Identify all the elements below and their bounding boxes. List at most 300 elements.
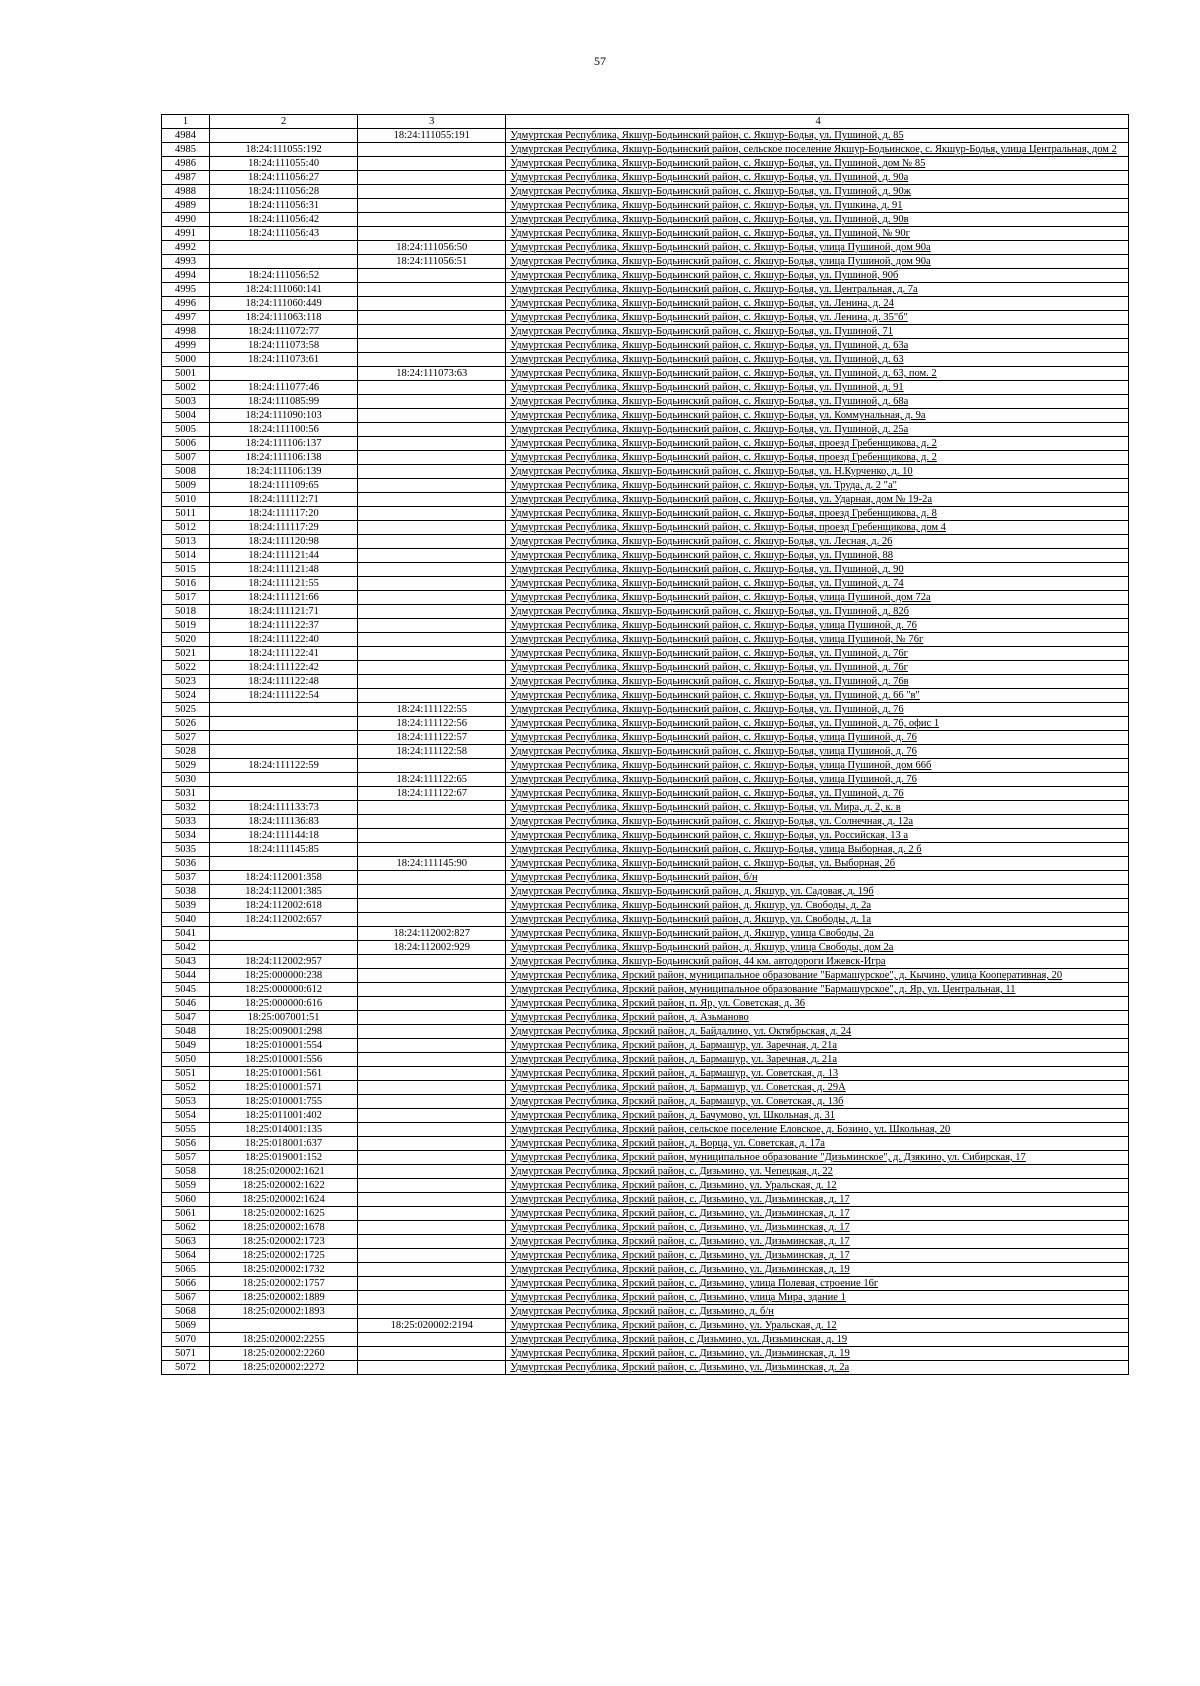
cadastral-number-premises (358, 479, 506, 493)
row-number: 5026 (162, 717, 210, 731)
cadastral-number-premises (358, 563, 506, 577)
cadastral-number-premises: 18:24:111122:65 (358, 773, 506, 787)
row-number: 5071 (162, 1347, 210, 1361)
cadastral-number-building: 18:24:111122:42 (210, 661, 358, 675)
cadastral-number-building: 18:24:111122:48 (210, 675, 358, 689)
cadastral-number-premises (358, 955, 506, 969)
address: Удмуртская Республика, Якшур-Бодьинский район, сельское поселение Якшур-Бодьинское, с. Якшур-Бодья, улица Центральная, дом 2 (506, 143, 1129, 157)
cadastral-number-premises: 18:24:111122:55 (358, 703, 506, 717)
cadastral-number-premises: 18:24:111122:58 (358, 745, 506, 759)
address: Удмуртская Республика, Якшур-Бодьинский район, с. Якшур-Бодья, ул. Пушиной, д. 90ж (506, 185, 1129, 199)
row-number: 5032 (162, 801, 210, 815)
cadastral-number-premises (358, 1263, 506, 1277)
row-number: 5051 (162, 1067, 210, 1081)
table-row (162, 857, 1129, 871)
table-row (162, 1109, 1129, 1123)
row-number: 5021 (162, 647, 210, 661)
cadastral-number-building: 18:25:007001:51 (210, 1011, 358, 1025)
row-number: 5069 (162, 1319, 210, 1333)
row-number: 5004 (162, 409, 210, 423)
address: Удмуртская Республика, Ярский район, с. Дизьмино, ул. Дизьминская, д. 17 (506, 1235, 1129, 1249)
cadastral-number-premises (358, 213, 506, 227)
address: Удмуртская Республика, Ярский район, муниципальное образование "Дизьминское", д. Дзякино, ул. Сибирская, 17 (506, 1151, 1129, 1165)
cadastral-number-building: 18:24:111145:85 (210, 843, 358, 857)
cadastral-number-premises (358, 885, 506, 899)
table-row (162, 1137, 1129, 1151)
cadastral-number-building: 18:25:020002:1757 (210, 1277, 358, 1291)
address: Удмуртская Республика, Ярский район, муниципальное образование "Бармашурское", д. Яр, ул. Центральная, 11 (506, 983, 1129, 997)
cadastral-number-building: 18:24:111122:59 (210, 759, 358, 773)
row-number: 5008 (162, 465, 210, 479)
table-row (162, 731, 1129, 745)
cadastral-number-building (210, 129, 358, 143)
row-number: 5064 (162, 1249, 210, 1263)
row-number: 5027 (162, 731, 210, 745)
address: Удмуртская Республика, Якшур-Бодьинский район, с. Якшур-Бодья, ул. Пушиной, д. 66 "в" (506, 689, 1129, 703)
cadastral-number-premises (358, 409, 506, 423)
row-number: 5028 (162, 745, 210, 759)
row-number: 5049 (162, 1039, 210, 1053)
table-row (162, 1039, 1129, 1053)
cadastral-number-premises (358, 997, 506, 1011)
address: Удмуртская Республика, Якшур-Бодьинский район, с. Якшур-Бодья, ул. Пушиной, д. 63а (506, 339, 1129, 353)
table-row (162, 521, 1129, 535)
address: Удмуртская Республика, Якшур-Бодьинский район, с. Якшур-Бодья, ул. Пушиной, 88 (506, 549, 1129, 563)
cadastral-number-premises (358, 1221, 506, 1235)
table-row (162, 255, 1129, 269)
address: Удмуртская Республика, Ярский район, с. Дизьмино, ул. Чепецкая, д. 22 (506, 1165, 1129, 1179)
row-number: 4987 (162, 171, 210, 185)
row-number: 5010 (162, 493, 210, 507)
row-number: 4989 (162, 199, 210, 213)
address: Удмуртская Республика, Якшур-Бодьинский район, с. Якшур-Бодья, ул. Пушиной, д. 90а (506, 171, 1129, 185)
row-number: 5003 (162, 395, 210, 409)
address: Удмуртская Республика, Якшур-Бодьинский район, с. Якшур-Бодья, ул. Российская, 13 а (506, 829, 1129, 843)
cadastral-number-premises (358, 605, 506, 619)
table-row (162, 171, 1129, 185)
table-row (162, 451, 1129, 465)
address: Удмуртская Республика, Ярский район, д. Ворца, ул. Советская, д. 17а (506, 1137, 1129, 1151)
cadastral-number-premises (358, 647, 506, 661)
cadastral-number-premises (358, 1137, 506, 1151)
row-number: 5054 (162, 1109, 210, 1123)
table-row (162, 1277, 1129, 1291)
cadastral-number-building (210, 367, 358, 381)
cadastral-number-building: 18:25:018001:637 (210, 1137, 358, 1151)
address: Удмуртская Республика, Якшур-Бодьинский район, с. Якшур-Бодья, ул. Пушиной, № 90г (506, 227, 1129, 241)
address: Удмуртская Республика, Якшур-Бодьинский район, с. Якшур-Бодья, улица Пушиной, д. 76 (506, 619, 1129, 633)
address: Удмуртская Республика, Ярский район, сельское поселение Еловское, д. Бозино, ул. Школьная, 20 (506, 1123, 1129, 1137)
row-number: 4986 (162, 157, 210, 171)
cadastral-number-building (210, 745, 358, 759)
table-row (162, 423, 1129, 437)
address: Удмуртская Республика, Якшур-Бодьинский район, с. Якшур-Бодья, ул. Пушиной, д. 76 (506, 703, 1129, 717)
row-number: 5030 (162, 773, 210, 787)
cadastral-number-building: 18:24:111117:29 (210, 521, 358, 535)
cadastral-number-premises (358, 171, 506, 185)
table-row (162, 1347, 1129, 1361)
cadastral-number-premises (358, 1095, 506, 1109)
cadastral-number-building (210, 241, 358, 255)
cadastral-number-premises (358, 1207, 506, 1221)
row-number: 4988 (162, 185, 210, 199)
address: Удмуртская Республика, Якшур-Бодьинский район, с. Якшур-Бодья, улица Пушиной, дом 90а (506, 255, 1129, 269)
table-row (162, 577, 1129, 591)
address: Удмуртская Республика, Якшур-Бодьинский район, с. Якшур-Бодья, ул. Пушкина, д. 91 (506, 199, 1129, 213)
header-cell-3: 3 (358, 115, 506, 129)
row-number: 5053 (162, 1095, 210, 1109)
cadastral-number-premises (358, 353, 506, 367)
row-number: 5002 (162, 381, 210, 395)
table-row (162, 353, 1129, 367)
row-number: 5036 (162, 857, 210, 871)
cadastral-number-building: 18:24:111060:449 (210, 297, 358, 311)
address: Удмуртская Республика, Якшур-Бодьинский район, с. Якшур-Бодья, ул. Лесная, д. 26 (506, 535, 1129, 549)
row-number: 5063 (162, 1235, 210, 1249)
row-number: 5009 (162, 479, 210, 493)
cadastral-number-premises (358, 675, 506, 689)
table-row (162, 1249, 1129, 1263)
table-row (162, 955, 1129, 969)
address: Удмуртская Республика, Ярский район, с. Дизьмино, ул. Уральская, д. 12 (506, 1179, 1129, 1193)
table-row (162, 773, 1129, 787)
cadastral-number-premises (358, 535, 506, 549)
table-row (162, 227, 1129, 241)
row-number: 5038 (162, 885, 210, 899)
row-number: 5062 (162, 1221, 210, 1235)
cadastral-number-premises (358, 619, 506, 633)
address: Удмуртская Республика, Якшур-Бодьинский район, д. Якшур, ул. Садовая, д. 19б (506, 885, 1129, 899)
cadastral-number-building: 18:25:020002:1725 (210, 1249, 358, 1263)
address: Удмуртская Республика, Якшур-Бодьинский район, с. Якшур-Бодья, ул. Солнечная, д. 12а (506, 815, 1129, 829)
cadastral-number-building: 18:24:111120:98 (210, 535, 358, 549)
cadastral-number-premises (358, 143, 506, 157)
cadastral-number-building: 18:24:111121:71 (210, 605, 358, 619)
cadastral-number-building: 18:25:020002:1625 (210, 1207, 358, 1221)
cadastral-number-building: 18:24:111056:27 (210, 171, 358, 185)
address: Удмуртская Республика, Якшур-Бодьинский район, с. Якшур-Бодья, улица Пушиной, д. 76 (506, 731, 1129, 745)
cadastral-number-building: 18:24:111121:44 (210, 549, 358, 563)
table-row (162, 1361, 1129, 1375)
cadastral-number-building: 18:25:020002:1624 (210, 1193, 358, 1207)
table-row (162, 1193, 1129, 1207)
cadastral-number-building (210, 857, 358, 871)
cadastral-number-building: 18:24:111072:77 (210, 325, 358, 339)
cadastral-number-building: 18:25:020002:1622 (210, 1179, 358, 1193)
address: Удмуртская Республика, Якшур-Бодьинский район, 44 км. автодороги Ижевск-Игра (506, 955, 1129, 969)
row-number: 5065 (162, 1263, 210, 1277)
cadastral-number-building: 18:24:111133:73 (210, 801, 358, 815)
row-number: 5048 (162, 1025, 210, 1039)
cadastral-number-building: 18:25:020002:1889 (210, 1291, 358, 1305)
address: Удмуртская Республика, Якшур-Бодьинский район, с. Якшур-Бодья, улица Пушиной, д. 76 (506, 745, 1129, 759)
registry-table (161, 114, 1129, 1375)
page-number: 57 (594, 54, 606, 68)
cadastral-number-building: 18:25:009001:298 (210, 1025, 358, 1039)
cadastral-number-building: 18:24:111056:31 (210, 199, 358, 213)
address: Удмуртская Республика, Якшур-Бодьинский район, д. Якшур, ул. Свободы, д. 1а (506, 913, 1129, 927)
cadastral-number-building: 18:25:011001:402 (210, 1109, 358, 1123)
cadastral-number-building: 18:24:111144:18 (210, 829, 358, 843)
table-row (162, 885, 1129, 899)
row-number: 5019 (162, 619, 210, 633)
table-row (162, 647, 1129, 661)
row-number: 5050 (162, 1053, 210, 1067)
table-row (162, 1207, 1129, 1221)
cadastral-number-building: 18:25:020002:1893 (210, 1305, 358, 1319)
cadastral-number-premises (358, 661, 506, 675)
row-number: 5024 (162, 689, 210, 703)
table-row (162, 311, 1129, 325)
table-row (162, 1067, 1129, 1081)
cadastral-number-premises (358, 157, 506, 171)
address: Удмуртская Республика, Ярский район, с. Дизьмино, ул. Дизьминская, д. 19 (506, 1263, 1129, 1277)
address: Удмуртская Республика, Якшур-Бодьинский район, д. Якшур, улица Свободы, 2а (506, 927, 1129, 941)
table-row (162, 185, 1129, 199)
row-number: 5057 (162, 1151, 210, 1165)
cadastral-number-premises (358, 1291, 506, 1305)
row-number: 5067 (162, 1291, 210, 1305)
table-row (162, 899, 1129, 913)
cadastral-number-premises (358, 591, 506, 605)
row-number: 5059 (162, 1179, 210, 1193)
address: Удмуртская Республика, Якшур-Бодьинский район, с. Якшур-Бодья, ул. Пушиной, д. 63 (506, 353, 1129, 367)
table-row (162, 1025, 1129, 1039)
cadastral-number-building: 18:25:010001:556 (210, 1053, 358, 1067)
row-number: 5055 (162, 1123, 210, 1137)
cadastral-number-building: 18:25:020002:2260 (210, 1347, 358, 1361)
cadastral-number-premises (358, 969, 506, 983)
address: Удмуртская Республика, Якшур-Бодьинский район, с. Якшур-Бодья, ул. Пушиной, д. 63, пом. 2 (506, 367, 1129, 381)
cadastral-number-premises (358, 269, 506, 283)
table-row (162, 591, 1129, 605)
cadastral-number-building: 18:24:111056:28 (210, 185, 358, 199)
address: Удмуртская Республика, Ярский район, д. Азьманово (506, 1011, 1129, 1025)
address: Удмуртская Республика, Якшур-Бодьинский район, с. Якшур-Бодья, улица Пушиной, д. 76 (506, 773, 1129, 787)
address: Удмуртская Республика, Якшур-Бодьинский район, с. Якшур-Бодья, ул. Пушиной, д. 76в (506, 675, 1129, 689)
table-row (162, 535, 1129, 549)
row-number: 4998 (162, 325, 210, 339)
address: Удмуртская Республика, Якшур-Бодьинский район, с. Якшур-Бодья, ул. Пушиной, д. 76г (506, 647, 1129, 661)
table-row (162, 157, 1129, 171)
row-number: 5058 (162, 1165, 210, 1179)
cadastral-number-premises (358, 1361, 506, 1375)
cadastral-number-building: 18:24:111056:43 (210, 227, 358, 241)
row-number: 5039 (162, 899, 210, 913)
cadastral-number-premises: 18:25:020002:2194 (358, 1319, 506, 1333)
cadastral-number-building: 18:24:111121:66 (210, 591, 358, 605)
address: Удмуртская Республика, Якшур-Бодьинский район, д. Якшур, улица Свободы, дом 2а (506, 941, 1129, 955)
table-row (162, 493, 1129, 507)
table-row (162, 1095, 1129, 1109)
address: Удмуртская Республика, Ярский район, с. Дизьмино, ул. Дизьминская, д. 19 (506, 1347, 1129, 1361)
cadastral-number-premises (358, 1109, 506, 1123)
row-number: 4993 (162, 255, 210, 269)
row-number: 5046 (162, 997, 210, 1011)
address: Удмуртская Республика, Ярский район, муниципальное образование "Бармашурское", д. Кычино, улица Кооперативная, 20 (506, 969, 1129, 983)
cadastral-number-building (210, 773, 358, 787)
cadastral-number-building (210, 717, 358, 731)
cadastral-number-premises (358, 339, 506, 353)
row-number: 5000 (162, 353, 210, 367)
table-row (162, 409, 1129, 423)
table-row (162, 1221, 1129, 1235)
table-row (162, 563, 1129, 577)
table-row (162, 1179, 1129, 1193)
cadastral-number-premises (358, 437, 506, 451)
cadastral-number-building: 18:24:111073:61 (210, 353, 358, 367)
cadastral-number-premises (358, 465, 506, 479)
cadastral-number-premises: 18:24:111056:50 (358, 241, 506, 255)
cadastral-number-premises: 18:24:111055:191 (358, 129, 506, 143)
cadastral-number-building: 18:24:111136:83 (210, 815, 358, 829)
cadastral-number-premises (358, 759, 506, 773)
cadastral-number-premises (358, 829, 506, 843)
cadastral-number-premises (358, 1249, 506, 1263)
cadastral-number-premises (358, 1053, 506, 1067)
cadastral-number-premises (358, 871, 506, 885)
address: Удмуртская Республика, Якшур-Бодьинский район, с. Якшур-Бодья, ул. Пушиной, д. 90в (506, 213, 1129, 227)
address: Удмуртская Республика, Якшур-Бодьинский район, с. Якшур-Бодья, проезд Гребенщикова, д. 2 (506, 437, 1129, 451)
cadastral-number-premises: 18:24:111056:51 (358, 255, 506, 269)
address: Удмуртская Республика, Якшур-Бодьинский район, с. Якшур-Бодья, ул. Пушиной, д. 90 (506, 563, 1129, 577)
address: Удмуртская Республика, Ярский район, с. Дизьмино, улица Полевая, строение 16г (506, 1277, 1129, 1291)
row-number: 5025 (162, 703, 210, 717)
row-number: 5070 (162, 1333, 210, 1347)
row-number: 5034 (162, 829, 210, 843)
row-number: 5017 (162, 591, 210, 605)
row-number: 5023 (162, 675, 210, 689)
table-row (162, 969, 1129, 983)
table-row (162, 465, 1129, 479)
row-number: 5041 (162, 927, 210, 941)
address: Удмуртская Республика, Якшур-Бодьинский район, б/н (506, 871, 1129, 885)
table-row (162, 759, 1129, 773)
address: Удмуртская Республика, Ярский район, с Дизьмино, ул. Дизьминская, д. 19 (506, 1333, 1129, 1347)
cadastral-number-building: 18:24:111056:52 (210, 269, 358, 283)
cadastral-number-premises: 18:24:111145:90 (358, 857, 506, 871)
row-number: 5016 (162, 577, 210, 591)
address: Удмуртская Республика, Якшур-Бодьинский район, с. Якшур-Бодья, ул. Ленина, д. 35"б" (506, 311, 1129, 325)
row-number: 5068 (162, 1305, 210, 1319)
cadastral-number-building: 18:25:010001:571 (210, 1081, 358, 1095)
table-row (162, 1291, 1129, 1305)
cadastral-number-premises (358, 899, 506, 913)
address: Удмуртская Республика, Якшур-Бодьинский район, д. Якшур, ул. Свободы, д. 2а (506, 899, 1129, 913)
table-row (162, 745, 1129, 759)
cadastral-number-premises: 18:24:111122:67 (358, 787, 506, 801)
header-row (162, 115, 1129, 129)
cadastral-number-premises (358, 1179, 506, 1193)
cadastral-number-premises (358, 983, 506, 997)
cadastral-number-premises (358, 913, 506, 927)
table-row (162, 619, 1129, 633)
address: Удмуртская Республика, Ярский район, с. Дизьмино, д. б/н (506, 1305, 1129, 1319)
address: Удмуртская Республика, Якшур-Бодьинский район, с. Якшур-Бодья, ул. Пушиной, д. 25а (506, 423, 1129, 437)
row-number: 4992 (162, 241, 210, 255)
table-row (162, 829, 1129, 843)
cadastral-number-building: 18:25:014001:135 (210, 1123, 358, 1137)
row-number: 5047 (162, 1011, 210, 1025)
cadastral-number-building: 18:25:019001:152 (210, 1151, 358, 1165)
address: Удмуртская Республика, Ярский район, с. Дизьмино, ул. Дизьминская, д. 17 (506, 1193, 1129, 1207)
row-number: 5029 (162, 759, 210, 773)
table-row (162, 549, 1129, 563)
cadastral-number-building: 18:24:111122:41 (210, 647, 358, 661)
table-row (162, 983, 1129, 997)
cadastral-number-premises (358, 549, 506, 563)
row-number: 5007 (162, 451, 210, 465)
table-row (162, 1263, 1129, 1277)
row-number: 5012 (162, 521, 210, 535)
cadastral-number-building: 18:24:111077:46 (210, 381, 358, 395)
table-row (162, 325, 1129, 339)
cadastral-number-building: 18:24:111090:103 (210, 409, 358, 423)
address: Удмуртская Республика, Якшур-Бодьинский район, с. Якшур-Бодья, улица Пушиной, № 76г (506, 633, 1129, 647)
address: Удмуртская Республика, Якшур-Бодьинский район, с. Якшур-Бодья, ул. Пушиной, д. 68а (506, 395, 1129, 409)
address: Удмуртская Республика, Якшур-Бодьинский район, с. Якшур-Бодья, ул. Н.Курченко, д. 10 (506, 465, 1129, 479)
cadastral-number-building: 18:25:000000:238 (210, 969, 358, 983)
row-number: 5031 (162, 787, 210, 801)
table-row (162, 339, 1129, 353)
cadastral-number-building: 18:24:111122:37 (210, 619, 358, 633)
cadastral-number-premises (358, 451, 506, 465)
cadastral-number-premises: 18:24:112002:929 (358, 941, 506, 955)
cadastral-number-building: 18:24:111106:138 (210, 451, 358, 465)
address: Удмуртская Республика, Якшур-Бодьинский район, с. Якшур-Бодья, ул. Мира, д. 2, к. в (506, 801, 1129, 815)
table-row (162, 787, 1129, 801)
table-row (162, 1151, 1129, 1165)
table-row (162, 689, 1129, 703)
row-number: 4996 (162, 297, 210, 311)
cadastral-number-premises (358, 1039, 506, 1053)
cadastral-number-building: 18:25:020002:2272 (210, 1361, 358, 1375)
table-row (162, 843, 1129, 857)
row-number: 5005 (162, 423, 210, 437)
address: Удмуртская Республика, Якшур-Бодьинский район, с. Якшур-Бодья, ул. Пушиной, д. 76 (506, 787, 1129, 801)
table-row (162, 395, 1129, 409)
table-row (162, 129, 1129, 143)
cadastral-number-building: 18:24:111085:99 (210, 395, 358, 409)
cadastral-number-building: 18:24:111109:65 (210, 479, 358, 493)
table-row (162, 1123, 1129, 1137)
address: Удмуртская Республика, Ярский район, с. Дизьмино, улица Мира, здание 1 (506, 1291, 1129, 1305)
row-number: 5001 (162, 367, 210, 381)
cadastral-number-premises (358, 1333, 506, 1347)
cadastral-number-building: 18:24:111055:192 (210, 143, 358, 157)
cadastral-number-premises (358, 1151, 506, 1165)
row-number: 5066 (162, 1277, 210, 1291)
cadastral-number-building: 18:24:111122:40 (210, 633, 358, 647)
cadastral-number-building: 18:24:111060:141 (210, 283, 358, 297)
address: Удмуртская Республика, Якшур-Бодьинский район, с. Якшур-Бодья, ул. Пушиной, д. 74 (506, 577, 1129, 591)
cadastral-number-building: 18:25:020002:1621 (210, 1165, 358, 1179)
row-number: 5020 (162, 633, 210, 647)
table-row (162, 367, 1129, 381)
header-cell-4: 4 (506, 115, 1129, 129)
cadastral-number-premises (358, 521, 506, 535)
cadastral-number-building: 18:24:111106:137 (210, 437, 358, 451)
header-cell-1: 1 (162, 115, 210, 129)
cadastral-number-premises (358, 689, 506, 703)
cadastral-number-building: 18:24:112001:385 (210, 885, 358, 899)
cadastral-number-building: 18:24:111121:48 (210, 563, 358, 577)
address: Удмуртская Республика, Якшур-Бодьинский район, с. Якшур-Бодья, ул. Пушиной, д. 76г (506, 661, 1129, 675)
cadastral-number-building: 18:25:020002:1732 (210, 1263, 358, 1277)
address: Удмуртская Республика, Якшур-Бодьинский район, с. Якшур-Бодья, ул. Пушиной, д. 82б (506, 605, 1129, 619)
cadastral-number-building (210, 1319, 358, 1333)
cadastral-number-building: 18:25:020002:1678 (210, 1221, 358, 1235)
